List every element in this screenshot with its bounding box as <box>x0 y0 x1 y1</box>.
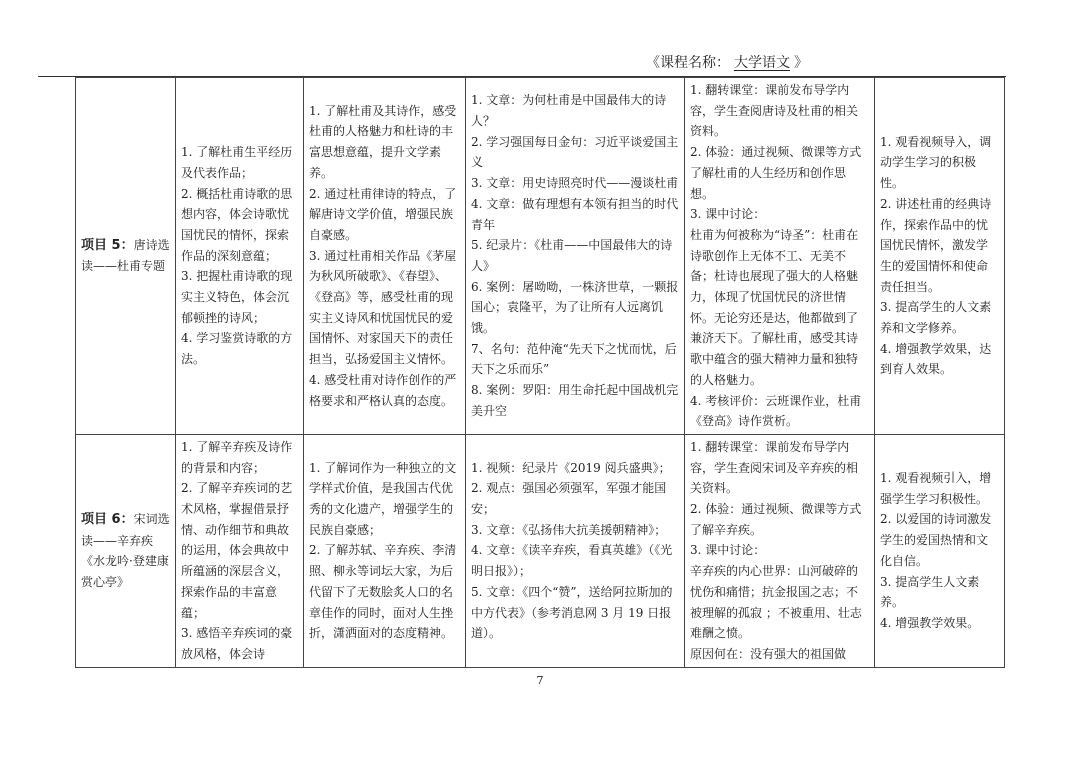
list-item: 1. 观看视频导入，调动学生学习的积极性。 <box>880 134 992 191</box>
list-item: 辛弃疾的内心世界：山河破碎的忧伤和痛惜；抗金报国之志；不被理解的孤寂 ；不被重用、壮志难酬之愤。 <box>690 564 862 641</box>
ideology-cell <box>304 434 466 667</box>
list-item: 2. 了解辛弃疾词的艺术风格，掌握借景抒情、动作细节和典故的运用，体会典故中所蕴涵的深层含义，探索作品的丰富意蕴； <box>181 481 293 620</box>
page-number: 7 <box>536 674 544 687</box>
goals-cell <box>176 78 304 435</box>
list-item: 4. 感受杜甫对诗作创作的严格要求和严格认真的态度。 <box>309 372 457 408</box>
project-title: 宋词选读——辛弃疾《水龙吟·登建康赏心亭》 <box>81 511 170 590</box>
project-label: 项目 5： <box>81 237 134 253</box>
materials-cell <box>466 78 685 435</box>
list-item: 8. 案例：罗阳：用生命托起中国战机完美升空 <box>471 383 679 418</box>
list-item: 2. 观点：强国必须强军，军强才能国安； <box>471 481 667 517</box>
list-item: 1. 了解词作为一种独立的文学样式价值，是我国古代优秀的文化遗产，增强学生的民族自豪感； <box>309 460 457 537</box>
list-item: 5. 文章：《四个“赞”，送给阿拉斯加的中方代表》（参考消息网 3 月 19 日报道）。 <box>471 584 673 641</box>
list-item: 2. 体验：通过视频、微课等方式了解杜甫的人生经历和创作思想。 <box>690 145 862 201</box>
list-item: 4. 文章：做有理想有本领有担当的时代青年 <box>471 196 679 232</box>
list-item: 2. 通过杜甫律诗的特点，了解唐诗文学价值，增强民族自豪感。 <box>309 186 457 242</box>
list-item: 2. 了解苏轼、辛弃疾、李清照、柳永等词坛大家，为后代留下了无数脍炙人口的名章佳作的同时，面对人生挫折，潇洒面对的态度精神。 <box>309 543 457 641</box>
list-item: 4. 文章：《读辛弃疾，看真英雄》（《光明日报》）； <box>471 543 673 579</box>
effects-cell <box>875 434 1005 667</box>
course-name: 大学语文 <box>734 55 790 71</box>
list-item: 1. 观看视频引入，增强学生学习积极性。 <box>880 471 992 506</box>
list-item: 3. 课中讨论： <box>690 207 766 222</box>
list-item: 杜甫为何被称为“诗圣”：杜甫在诗歌创作上无体不工、无美不备；杜诗也展现了强大的人格魅力，体现了忧国忧民的济世情怀。无论穷还是达，他都做到了兼济天下。了解杜甫，感受其诗歌中蕴含的强大精神力量和独特的人格魅力。 <box>690 227 859 387</box>
list-item: 3. 通过杜甫相关作品《茅屋为秋风所破歌》、《春望》、《登高》等，感受杜甫的现实主义诗风和忧国忧民的爱国情怀、对家国天下的责任担当，弘扬爱国主义情怀。 <box>309 248 457 367</box>
ideology-cell <box>304 78 466 435</box>
course-header-suffix: 》 <box>794 55 808 71</box>
list-item: 原因何在：没有强大的祖国做 <box>690 646 847 661</box>
list-item: 1. 视频：纪录片《2019 阅兵盛典》； <box>471 460 671 475</box>
course-header-prefix: 《课程名称： <box>646 55 730 71</box>
course-table <box>75 77 1005 668</box>
list-item: 3. 感悟辛弃疾词的豪放风格，体会诗 <box>181 626 293 661</box>
list-item: 3. 课中讨论： <box>690 543 766 558</box>
list-item: 1. 文章：为何杜甫是中国最伟大的诗人？ <box>471 93 667 129</box>
methods-cell <box>685 434 875 667</box>
list-item: 6. 案例：屠呦呦，一株济世草，一颗报国心；袁隆平，为了让所有人远离饥饿。 <box>471 279 679 336</box>
project-cell <box>76 78 176 435</box>
table-row-project-5 <box>76 78 1005 435</box>
list-item: 4. 增强教学效果，达到育人效果。 <box>880 341 992 377</box>
list-item: 3. 提高学生人文素养。 <box>880 574 980 610</box>
list-item: 1. 了解杜甫及其诗作，感受杜甫的人格魅力和杜诗的丰富思想意蕴，提升文学素养。 <box>309 103 457 180</box>
list-item: 3. 提高学生的人文素养和文学修养。 <box>880 300 992 336</box>
list-item: 4. 考核评价：云班课作业，杜甫《登高》诗作赏析。 <box>690 393 862 429</box>
goals-cell <box>176 434 304 667</box>
list-item: 2. 讲述杜甫的经典诗作，探索作品中的忧国忧民情怀，激发学生的爱国情怀和使命责任担当。 <box>880 196 992 294</box>
list-item: 2. 概括杜甫诗歌的思想内容，体会诗歌忧国忧民的情怀，探索作品的深刻意蕴； <box>181 186 293 263</box>
list-item: 5. 纪录片：《杜甫——中国最伟大的诗人》 <box>471 238 673 273</box>
table-row-project-6 <box>76 434 1005 667</box>
list-item: 7、名句：范仲淹“先天下之忧而忧，后天下之乐而乐” <box>471 341 677 377</box>
project-label: 项目 6： <box>81 511 134 527</box>
list-item: 3. 文章：《弘扬伟大抗美援朝精神》； <box>471 522 667 537</box>
list-item: 3. 把握杜甫诗歌的现实主义特色，体会沉郁顿挫的诗风； <box>181 269 293 325</box>
list-item: 2. 以爱国的诗词激发学生的爱国热情和文化自信。 <box>880 512 992 568</box>
project-title: 唐诗选读——杜甫专题 <box>81 237 170 274</box>
project-cell <box>76 434 176 667</box>
list-item: 2. 学习强国每日金句：习近平谈爱国主义 <box>471 134 679 170</box>
list-item: 1. 翻转课堂：课前发布导学内容，学生查阅宋词及辛弃疾的相关资料。 <box>690 439 859 496</box>
materials-cell <box>466 434 685 667</box>
methods-cell <box>685 78 875 435</box>
list-item: 2. 体验：通过视频、微课等方式了解辛弃疾。 <box>690 502 862 537</box>
course-header <box>646 52 808 72</box>
effects-cell <box>875 78 1005 435</box>
list-item: 1. 翻转课堂：课前发布导学内容，学生查阅唐诗及杜甫的相关资料。 <box>690 83 859 139</box>
list-item: 3. 文章：用史诗照亮时代——漫谈杜甫 <box>471 176 679 191</box>
list-item: 1. 了解辛弃疾及诗作的背景和内容； <box>181 439 293 475</box>
list-item: 4. 增强教学效果。 <box>880 615 980 630</box>
list-item: 1. 了解杜甫生平经历及代表作品； <box>181 145 293 180</box>
list-item: 4. 学习鉴赏诗歌的方法。 <box>181 331 293 367</box>
